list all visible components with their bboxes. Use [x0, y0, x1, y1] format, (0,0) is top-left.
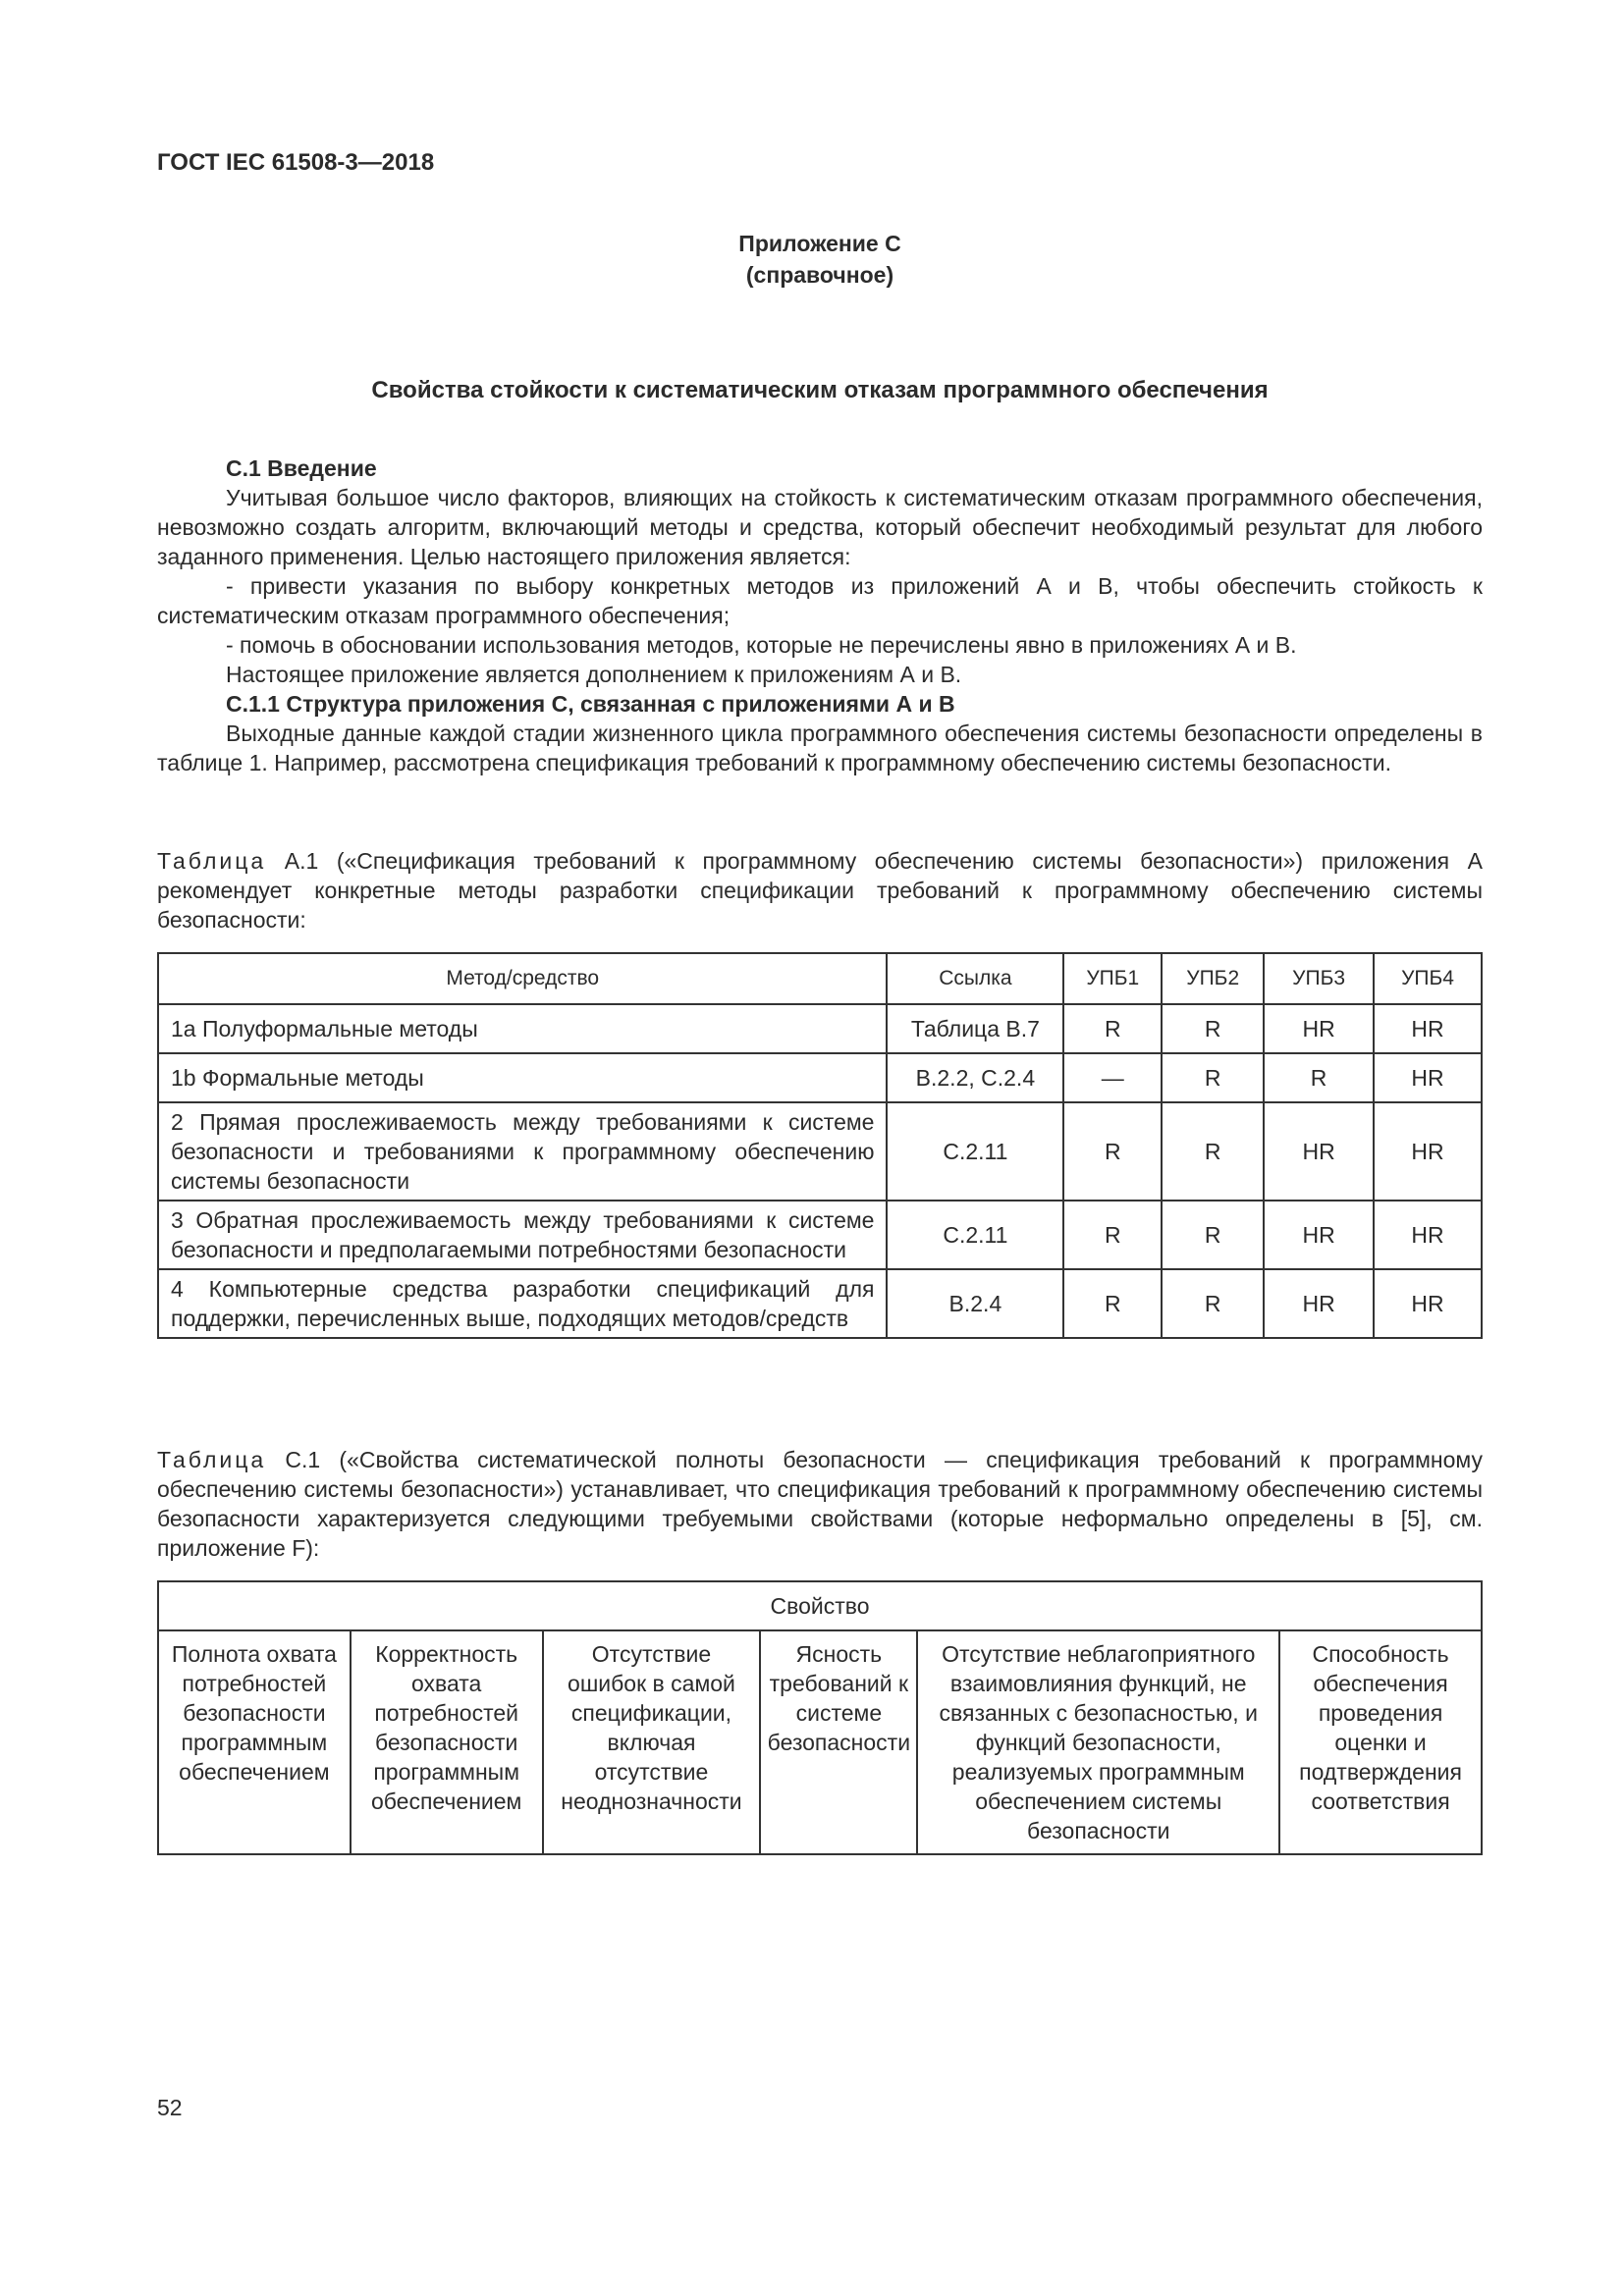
- table-a1-header-sil4: УПБ4: [1374, 953, 1482, 1004]
- table-c1-cell-correctness: Корректность охвата потребностей безопасности программным обеспечением: [351, 1630, 543, 1854]
- table-cell-method: 2 Прямая прослеживаемость между требованиями к системе безопасности и требованиями к программному обеспечению системы безопасности: [158, 1102, 887, 1201]
- table-cell-sil4: HR: [1374, 1053, 1482, 1102]
- page-title: Свойства стойкости к систематическим отказам программного обеспечения: [371, 377, 1269, 403]
- document-code: ГОСТ IEC 61508-3—2018: [157, 149, 435, 176]
- table-cell-sil2: R: [1162, 1201, 1264, 1269]
- table-a1-header-ref: Ссылка: [887, 953, 1063, 1004]
- table-c1-cell-assessability: Способность обеспечения проведения оценки и подтверждения соответствия: [1279, 1630, 1482, 1854]
- table-cell-sil4: HR: [1374, 1269, 1482, 1338]
- table-cell-sil2: R: [1162, 1004, 1264, 1053]
- table-cell-sil3: HR: [1264, 1004, 1374, 1053]
- table-a1-header-sil1: УПБ1: [1063, 953, 1162, 1004]
- table-c1: [157, 1580, 1483, 1855]
- table-c1-cell-freedom-from-error: Отсутствие ошибок в самой спецификации, включая отсутствие неоднозначности: [543, 1630, 761, 1854]
- section-c1-para1: Учитывая большое число факторов, влияющих на стойкость к систематическим отказам программного обеспечения, невозможно создать алгоритм, включающий методы и средства, который обеспечит необходимый результат для любого заданного применения. Целью настоящего приложения является:: [157, 485, 1483, 569]
- section-c1-bullet1: - привести указания по выбору конкретных методов из приложений А и В, чтобы обеспечить стойкость к систематическим отказам программного обеспечения;: [157, 573, 1483, 628]
- table-c1-cell-clarity: Ясность требований к системе безопасности: [760, 1630, 917, 1854]
- table-cell-sil3: R: [1264, 1053, 1374, 1102]
- page-number: 52: [157, 2095, 183, 2120]
- table-cell-sil4: HR: [1374, 1201, 1482, 1269]
- table-cell-method: 1b Формальные методы: [158, 1053, 887, 1102]
- table-a1-header-sil2: УПБ2: [1162, 953, 1264, 1004]
- table-cell-ref: С.2.11: [887, 1201, 1063, 1269]
- table-c1-cell-no-interference: Отсутствие неблагоприятного взаимовлияния функций, не связанных с безопасностью, и функций безопасности, реализуемых программным обеспечением системы безопасности: [917, 1630, 1279, 1854]
- table-a1-intro: [157, 846, 1483, 934]
- table-row: [158, 1269, 1482, 1338]
- table-c1-label: Таблица: [157, 1447, 267, 1472]
- table-cell-ref: В.2.2, С.2.4: [887, 1053, 1063, 1102]
- table-cell-sil4: HR: [1374, 1102, 1482, 1201]
- appendix-heading: [157, 228, 1483, 291]
- section-c1-bullet2: - помочь в обосновании использования методов, которые не перечислены явно в приложениях А и В.: [226, 632, 1297, 658]
- table-cell-ref: В.2.4: [887, 1269, 1063, 1338]
- table-cell-sil1: R: [1063, 1102, 1162, 1201]
- appendix-kind: (справочное): [745, 262, 894, 288]
- section-c1-para2: Настоящее приложение является дополнением к приложениям А и В.: [226, 662, 962, 687]
- table-row: [158, 1201, 1482, 1269]
- table-row: [158, 1102, 1482, 1201]
- table-c1-wrap: [157, 1580, 1483, 1855]
- table-cell-sil2: R: [1162, 1269, 1264, 1338]
- section-c1: [157, 454, 1483, 777]
- table-cell-sil1: R: [1063, 1269, 1162, 1338]
- table-cell-ref: Таблица В.7: [887, 1004, 1063, 1053]
- table-cell-sil4: HR: [1374, 1004, 1482, 1053]
- table-cell-sil3: HR: [1264, 1102, 1374, 1201]
- table-cell-method: 3 Обратная прослеживаемость между требованиями к системе безопасности и предполагаемыми потребностями безопасности: [158, 1201, 887, 1269]
- table-a1-intro-text: А.1 («Спецификация требований к программному обеспечению системы безопасности») приложения А рекомендует конкретные методы разработки спецификации требований к программному обеспечению системы безопасности:: [157, 848, 1483, 933]
- table-a1-label: Таблица: [157, 848, 267, 874]
- table-cell-sil3: HR: [1264, 1201, 1374, 1269]
- table-c1-intro-text: С.1 («Свойства систематической полноты безопасности — спецификация требований к программному обеспечению системы безопасности») устанавливает, что спецификация требований к программному обеспечению системы безопасности характеризуется следующими требуемыми свойствами (которые неформально определены в [5], см. приложение F):: [157, 1447, 1483, 1561]
- table-cell-sil1: R: [1063, 1201, 1162, 1269]
- table-a1-header-row: [158, 953, 1482, 1004]
- table-c1-intro: [157, 1445, 1483, 1563]
- section-c1-heading: С.1 Введение: [226, 455, 377, 481]
- table-row: [158, 1630, 1482, 1854]
- section-c11-para1: Выходные данные каждой стадии жизненного цикла программного обеспечения системы безопасности определены в таблице 1. Например, рассмотрена спецификация требований к программному обеспечению системы безопасности.: [157, 721, 1483, 775]
- table-a1-header-sil3: УПБ3: [1264, 953, 1374, 1004]
- table-c1-cell-completeness: Полнота охвата потребностей безопасности программным обеспечением: [158, 1630, 351, 1854]
- table-cell-method: 1a Полуформальные методы: [158, 1004, 887, 1053]
- table-cell-ref: С.2.11: [887, 1102, 1063, 1201]
- table-a1: [157, 952, 1483, 1339]
- table-cell-sil2: R: [1162, 1053, 1264, 1102]
- table-c1-header: Свойство: [158, 1581, 1482, 1630]
- table-cell-sil1: R: [1063, 1004, 1162, 1053]
- table-cell-sil3: HR: [1264, 1269, 1374, 1338]
- appendix-name: Приложение С: [738, 231, 901, 256]
- table-cell-method: 4 Компьютерные средства разработки спецификаций для поддержки, перечисленных выше, подходящих методов/средств: [158, 1269, 887, 1338]
- table-cell-sil2: R: [1162, 1102, 1264, 1201]
- table-row: [158, 1053, 1482, 1102]
- table-a1-wrap: [157, 952, 1483, 1339]
- table-a1-header-method: Метод/средство: [158, 953, 887, 1004]
- table-row: [158, 1004, 1482, 1053]
- section-c11-heading: С.1.1 Структура приложения С, связанная с приложениями А и В: [226, 691, 955, 717]
- table-cell-sil1: —: [1063, 1053, 1162, 1102]
